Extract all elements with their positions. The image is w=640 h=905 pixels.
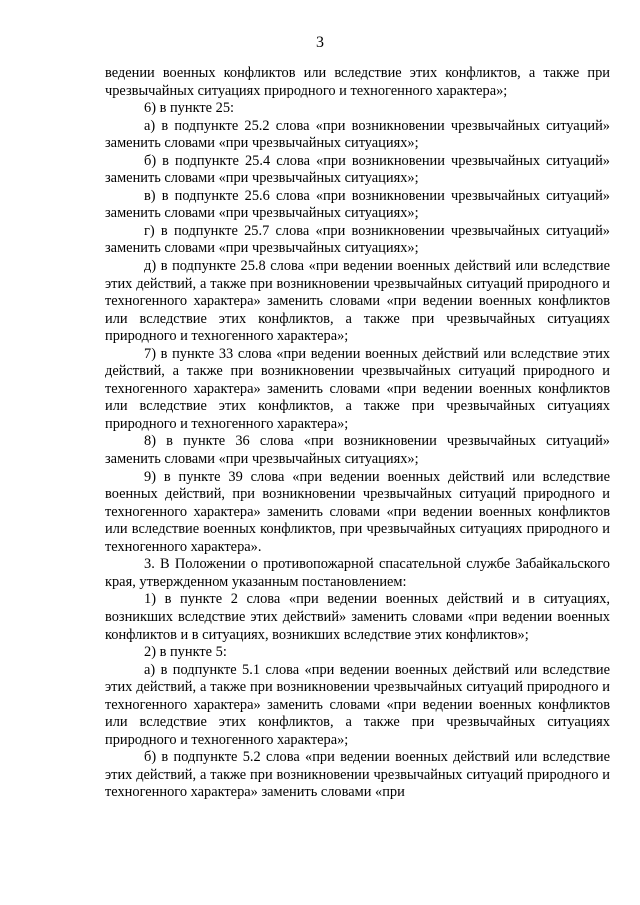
paragraph: 6) в пункте 25: (144, 100, 235, 117)
paragraph: 2) в пункте 5: (144, 644, 227, 661)
paragraph: д) в подпункте 25.8 слова «при ведении военных действий или вследствие этих действий, а также при возникновении чрезвычайных ситуаций природного и техногенного характера» заменить словами «при ведении военных конфликтов или вследствие этих конфликтов, а также при чрезвычайных ситуациях природного и техногенного характера»; (105, 258, 610, 345)
paragraph: 9) в пункте 39 слова «при ведении военных действий или вследствие военных действий, при возникновении чрезвычайных ситуаций природного и техногенного характера» заменить словами «при ведении военных конфликтов или вследствие военных конфликтов, при чрезвычайных ситуациях природного и техногенного характера». (105, 468, 610, 555)
paragraph: 7) в пункте 33 слова «при ведении военных действий или вследствие этих действий, а также при возникновении чрезвычайных ситуаций природного и техногенного характера» заменить словами «при ведении военных конфликтов или вследствие этих конфликтов, а также при чрезвычайных ситуациях природного и техногенного характера»; (105, 345, 610, 432)
paragraph: а) в подпункте 5.1 слова «при ведении военных действий или вследствие этих действий, а также при возникновении чрезвычайных ситуаций природного и техногенного характера» заменить словами «при ведении военных конфликтов или вследствие этих конфликтов, а также при чрезвычайных ситуациях природного и техногенного характера»; (105, 661, 610, 748)
paragraph: б) в подпункте 5.2 слова «при ведении военных действий или вследствие этих действий, а также при возникновении чрезвычайных ситуаций природного и техногенного характера» заменить словами «при (105, 749, 610, 801)
paragraph: г) в подпункте 25.7 слова «при возникновении чрезвычайных ситуаций» заменить словами «при чрезвычайных ситуациях»; (105, 222, 610, 257)
paragraph: 1) в пункте 2 слова «при ведении военных действий и в ситуациях, возникших вследствие этих действий» заменить словами «при ведении военных конфликтов и в ситуациях, возникших вследствие этих конфликтов»; (105, 591, 610, 643)
paragraph: 3. В Положении о противопожарной спасательной службе Забайкальского края, утвержденном указанным постановлением: (105, 556, 610, 590)
paragraph: в) в подпункте 25.6 слова «при возникновении чрезвычайных ситуаций» заменить словами «при чрезвычайных ситуациях»; (105, 187, 610, 222)
page-number: 3 (316, 34, 324, 51)
paragraph: а) в подпункте 25.2 слова «при возникновении чрезвычайных ситуаций» заменить словами «при чрезвычайных ситуациях»; (105, 117, 610, 152)
paragraph: ведении военных конфликтов или вследствие этих конфликтов, а также при чрезвычайных ситуациях природного и техногенного характера»; (105, 65, 610, 99)
paragraph: 8) в пункте 36 слова «при возникновении чрезвычайных ситуаций» заменить словами «при чрезвычайных ситуациях»; (105, 433, 610, 468)
document-body (105, 65, 610, 802)
paragraph: б) в подпункте 25.4 слова «при возникновении чрезвычайных ситуаций» заменить словами «при чрезвычайных ситуациях»; (105, 152, 610, 187)
